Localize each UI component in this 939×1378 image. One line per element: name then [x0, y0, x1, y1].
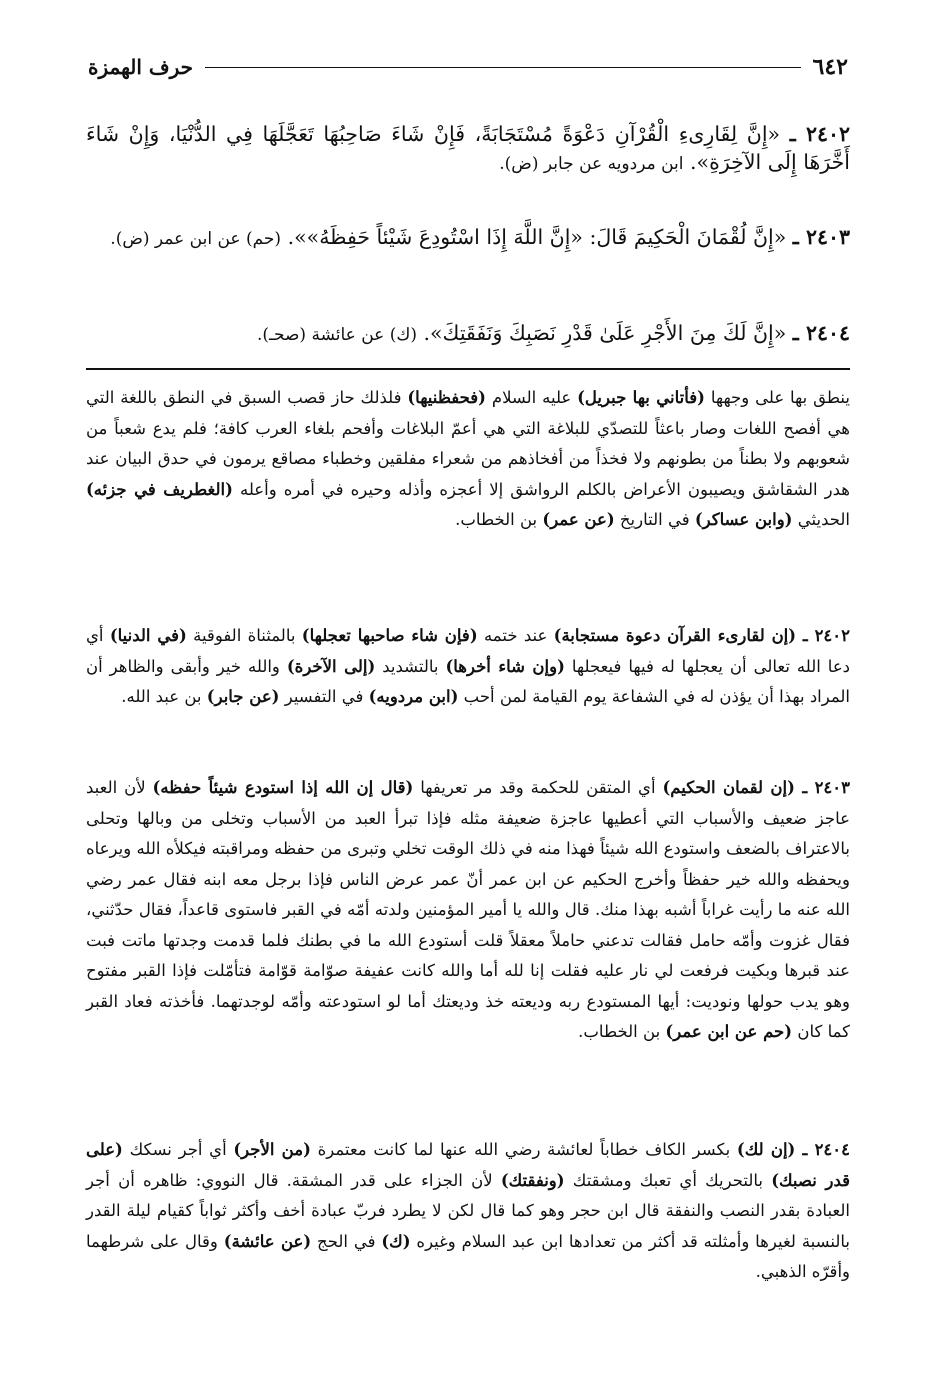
commentary-quote: (في الدنيا) — [109, 626, 187, 645]
commentary-quote: (من الأجر) — [233, 1140, 311, 1159]
commentary-text: بكسر الكاف خطاباً لعائشة رضي الله عنها لما كانت معتمرة — [310, 1140, 737, 1159]
commentary-text: أي المتقن للحكمة وقد مر تعريفها — [413, 778, 663, 797]
commentary-quote: (وإن شاء أخرها) — [445, 656, 565, 676]
page-number: ٦٤٢ — [812, 54, 848, 80]
hadith-source: (ك) عن عائشة (صحـ). — [257, 325, 417, 345]
commentary-paragraph-continuation — [86, 383, 850, 536]
commentary-number: ٢٤٠٤ ـ — [795, 1140, 851, 1159]
commentary-quote: (ابن مردويه) — [368, 687, 459, 706]
commentary-quote: (قال إن الله إذا استودع شيئاً حفظه) — [152, 778, 414, 797]
commentary-quote: (عن عمر) — [542, 510, 615, 529]
commentary-text: في التاريخ — [614, 510, 695, 529]
header-rule — [205, 67, 801, 68]
commentary-text: عليه السلام — [485, 388, 578, 407]
commentary-quote: (على قدر نصبك) — [86, 1140, 850, 1190]
hadith-2403 — [86, 223, 850, 253]
hadith-2404 — [86, 319, 850, 349]
commentary-text: لأن الجزاء على قدر المشقة. قال النووي: ظاهره أن أجر العبادة بقدر النصب والنفقة قال ابن حجر وهو كما قال لكن لا يطرد فربّ عبادة أخف وأكثر ثواباً كقيام ليلة القدر بالنسبة لغيرها وأمثلته قد أكثر من تعدادها ابن عبد السلام وغيره — [86, 1170, 850, 1251]
commentary-text: أي أجر نسكك — [122, 1140, 234, 1159]
commentary-text: في التفسير — [279, 687, 369, 706]
commentary-text: بن الخطاب. — [578, 1022, 666, 1041]
commentary-quote: (عن جابر) — [206, 687, 280, 706]
commentary-text: ينطق بها على وجهها — [704, 388, 850, 407]
chapter-title: حرف الهمزة — [88, 55, 194, 79]
commentary-text: الحديثي — [792, 510, 850, 529]
commentary-2402 — [86, 621, 850, 713]
commentary-quote: (إلى الآخرة) — [286, 656, 376, 676]
commentary-2403 — [86, 773, 850, 1048]
commentary-quote: (وابن عساكر) — [694, 510, 793, 529]
hadith-2402 — [86, 120, 850, 178]
hadith-source: (حم) عن ابن عمر (ض). — [110, 229, 282, 249]
hadith-number: ٢٤٠٣ ـ — [792, 225, 850, 249]
commentary-text: لأن العبد عاجز ضعيف والأسباب التي أعطيها عاجزة ضعيفة مثله فإذا تبرأ العبد من الأسباب وتخلى من وبالها وتحلى بالاعتراف بالضعف واستودع الله شيئاً فهذا منه في ذلك الوقت تخلي وتبرى من حفظه ومراقبته فيكلأه الله ويرعاه ويحفظه والله خير حفظاً وأخرج الحكيم عن ابن عمر أنّ عمر عرض الناس فإذا برجل معه ابنه فقال عمر رضي الله عنه ما رأيت غراباً أشبه بهذا منك. قال والله يا أمير المؤمنين ولدته أمّه في القبر فاستوى قاعداً، فقال حدّثني، فقال غزوت وأمّه حامل فقالت تدعني حاملاً معقلاً قلت أستودع الله ما في بطنك فلما قدمت وجدتها ماتت فبت عند قبرها وبكيت فرفعت لي نار عليه فقلت إنا لله أما والله كانت عفيفة صوّامة قوّامة فتأمّلت فإذا القبر مفتوح وهو يدب حولها ونوديت: أيها المستودع ربه وديعته خذ وديعتك أما لو استودعته وأمّه لوجدتهما. فأخذته فعاد القبر كما كان — [86, 778, 850, 1041]
commentary-quote: (فحفظنيها) — [407, 388, 486, 407]
commentary-text: في الحج — [311, 1231, 382, 1251]
commentary-text: بالتشديد — [375, 656, 446, 676]
commentary-quote: (إن لقمان الحكيم) — [662, 778, 795, 797]
commentary-quote: (ونفقتك) — [500, 1170, 565, 1190]
commentary-number: ٢٤٠٢ ـ — [796, 626, 851, 645]
commentary-text: وقال على شرطهما وأقرّه الذهبي. — [86, 1231, 850, 1281]
commentary-number: ٢٤٠٣ ـ — [794, 778, 851, 797]
footnote-separator — [86, 368, 850, 370]
commentary-text: بن الخطاب. — [455, 510, 543, 529]
commentary-text: أي دعا الله تعالى أن يعجلها له فيها فيعجلها — [86, 626, 851, 676]
commentary-quote: (الغطريف في جزئه) — [86, 479, 233, 499]
commentary-quote: (فأتاني بها جبريل) — [577, 388, 705, 407]
commentary-quote: (فإن شاء صاحبها تعجلها) — [301, 626, 478, 645]
commentary-text: بن عبد الله. — [121, 687, 207, 706]
hadith-number: ٢٤٠٤ ـ — [792, 321, 850, 345]
commentary-text: بالمثناة الفوقية — [186, 626, 302, 645]
commentary-text: عند ختمه — [477, 626, 554, 645]
commentary-quote: (حم عن ابن عمر) — [665, 1022, 793, 1041]
hadith-text: «إِنَّ لُقْمَانَ الْحَكِيمَ قَالَ: «إِنَّ اللَّهَ إِذَا اسْتُودِعَ شَيْئاً حَفِظَهُ»». — [287, 225, 787, 249]
commentary-2404 — [86, 1135, 850, 1288]
hadith-source: ابن مردويه عن جابر (ض). — [499, 154, 684, 174]
hadith-text: «إِنَّ لِقَارِىءِ الْقُرْآنِ دَعْوَةً مُسْتَجَابَةً، فَإِنْ شَاءَ صَاحِبُهَا تَعَجَّلَهَا فِي الدُّنْيَا، وَإِنْ شَاءَ أَخَّرَهَا إِلَى الآخِرَةِ». — [86, 122, 850, 174]
hadith-number: ٢٤٠٢ ـ — [789, 122, 850, 146]
hadith-text: «إِنَّ لَكَ مِنَ الأَجْرِ عَلَىٰ قَدْرِ نَصَبِكَ وَنَفَقَتِكَ». — [423, 321, 787, 345]
running-header — [88, 50, 848, 84]
commentary-text: والله خير وأبقى والظاهر أن المراد بهذا أن يؤذن له في الشفاعة يوم القيامة لمن أحب — [86, 656, 850, 706]
commentary-quote: (إن لك) — [736, 1140, 796, 1159]
commentary-quote: (ك) — [381, 1231, 411, 1251]
commentary-quote: (عن عائشة) — [223, 1231, 312, 1251]
commentary-text: فلذلك حاز قصب السبق في النطق باللغة التي هي أفصح اللغات وصار باعثاً للتصدّي للبلاغة التي هي أعمّ البلاغات وأفحم بلغاء العرب كافة؛ فلم يدع شعباً من شعوبهم ولا بطناً من بطونهم ولا فخذاً من أفخاذهم من شعراء مفلقين وخطباء مصاقع يرمون في حدق البيان عند هدر الشقاشق ويصيبون الأعراض بالكلم الرواشق إلا أعجزه وأذله وحيره في أمره وأعله — [86, 388, 850, 499]
commentary-quote: (إن لقارىء القرآن دعوة مستجابة) — [553, 626, 797, 645]
commentary-text: بالتحريك أي تعبك ومشقتك — [564, 1170, 772, 1190]
